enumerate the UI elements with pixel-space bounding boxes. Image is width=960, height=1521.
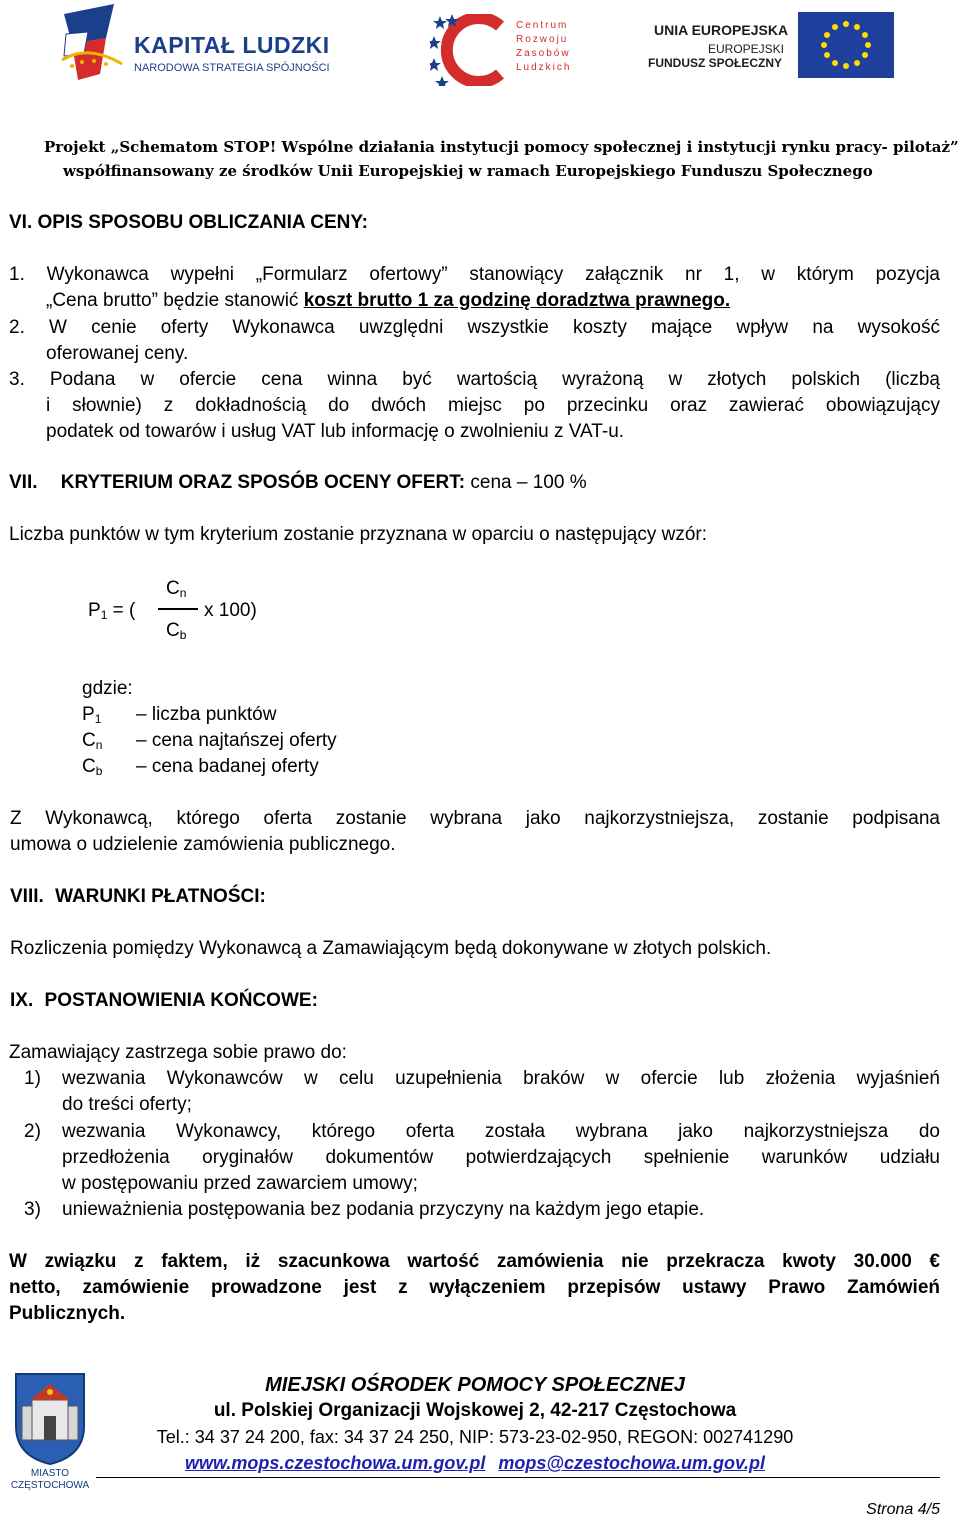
sec6-item1-line2-bold: koszt brutto 1 za godzinę doradztwa prawnego. xyxy=(303,290,731,311)
sec6-item3-line2: i słownie) z dokładnością do dwóch miejsc po przecinku oraz zawierać obowiązujący xyxy=(46,395,940,416)
sec9-heading-row xyxy=(10,988,318,1014)
sec8-number: VIII. xyxy=(10,886,44,907)
eu-title: UNIA EUROPEJSKA xyxy=(654,22,789,38)
sec6-item2-line1: 2. W cenie oferty Wykonawca uwzględni wszystkie koszty mające wpływ na wysokość xyxy=(9,317,940,338)
formula-lhs xyxy=(88,600,135,622)
footer-contact: Tel.: 34 37 24 200, fax: 34 37 24 250, NIP: 573-23-02-950, REGON: 002741290 xyxy=(156,1427,794,1447)
crzl-emblem-icon xyxy=(430,14,510,86)
city-crest-label-1: MIASTO xyxy=(30,1468,70,1479)
footer-org: MIEJSKI OŚRODEK POMOCY SPOŁECZNEJ xyxy=(265,1374,685,1396)
website-link[interactable]: www.mops.czestochowa.um.gov.pl xyxy=(184,1453,486,1473)
legend-var-3 xyxy=(82,754,102,784)
formula-where: gdzie: xyxy=(82,678,133,699)
city-crest xyxy=(8,1370,92,1494)
sec9-item-1-line-2: do treści oferty; xyxy=(62,1094,192,1115)
sec9-number: IX. xyxy=(10,990,34,1011)
sec9-item-2-num: 2) xyxy=(24,1121,41,1142)
legend-row-3 xyxy=(82,754,482,780)
sec9-item-2-line-2: przedłożenia oryginałów dokumentów potwierdzających spełnienie warunków udziału xyxy=(62,1147,940,1168)
sec6-item2-line2: oferowanej ceny. xyxy=(46,343,189,364)
kapital-ludzki-emblem-icon xyxy=(58,4,128,90)
kapital-ludzki-subtitle: NARODOWA STRATEGIA SPÓJNOŚCI xyxy=(134,62,330,74)
sec7-heading-row xyxy=(9,470,587,496)
sec8-heading: WARUNKI PŁATNOŚCI: xyxy=(55,886,266,907)
legend-row-1 xyxy=(82,702,482,728)
legend-var-2-main: C xyxy=(82,730,96,751)
sec9-item-1-num: 1) xyxy=(24,1068,41,1089)
contract-line-1: Z Wykonawcą, którego oferta zostanie wybrana jako najkorzystniejsza, zostanie podpisana xyxy=(10,808,940,829)
crzl-line-1: Centrum xyxy=(516,20,569,31)
eu-fund-line-1: EUROPEJSKI xyxy=(708,42,785,56)
eu-fund-line-2: FUNDUSZ SPOŁECZNY xyxy=(648,56,783,70)
formula xyxy=(88,578,388,648)
formula-numerator xyxy=(166,578,186,600)
sec6-heading: VI. OPIS SPOSOBU OBLICZANIA CENY: xyxy=(9,212,368,233)
sec7-intro: Liczba punktów w tym kryterium zostanie przyznana w oparciu o następujący wzór: xyxy=(9,524,708,545)
sec9-item-1-line-1: wezwania Wykonawców w celu uzupełnienia braków w ofercie lub złożenia wyjaśnień xyxy=(62,1068,940,1089)
email-link[interactable]: mops@czestochowa.um.gov.pl xyxy=(498,1453,765,1473)
legend-var-2-sub: n xyxy=(95,738,103,752)
eu-logo xyxy=(648,12,894,80)
sec9-item-2-line-3: w postępowaniu przed zawarciem umowy; xyxy=(62,1173,418,1194)
formula-den-var: C xyxy=(166,620,180,641)
legend-desc-2: – cena najtańszej oferty xyxy=(136,730,337,751)
sec6-item1-line2-text: „Cena brutto” będzie stanowić xyxy=(46,290,304,311)
legend-var-1-sub: 1 xyxy=(94,712,102,726)
crzl-line-4: Ludzkich xyxy=(516,62,572,73)
legend-desc-3: – cena badanej oferty xyxy=(136,756,319,777)
legend-var-3-main: C xyxy=(82,756,96,777)
contract-line-2: umowa o udzielenie zamówienia publicznego. xyxy=(10,834,396,855)
formula-lhs-eq: = ( xyxy=(107,600,136,621)
eu-flag-icon xyxy=(798,12,894,78)
formula-lhs-sub: 1 xyxy=(100,608,108,622)
footer-address: ul. Polskiej Organizacji Wojskowej 2, 42-217 Częstochowa xyxy=(213,1400,737,1421)
legend-var-3-sub: b xyxy=(95,764,103,778)
sec6-item1-line1: 1. Wykonawca wypełni „Formularz ofertowy” stanowiący załącznik nr 1, w którym pozycja xyxy=(9,264,940,285)
formula-num-var: C xyxy=(166,578,180,599)
sec6-item3-line3: podatek od towarów i usług VAT lub informację o zwolnieniu z VAT-u. xyxy=(46,421,625,442)
formula-tail: x 100) xyxy=(204,600,257,621)
page-number: Strona 4/5 xyxy=(866,1501,940,1518)
kapital-ludzki-logo xyxy=(58,4,358,90)
sec7-number: VII. xyxy=(9,472,38,493)
crzl-logo xyxy=(430,14,580,86)
footer-links xyxy=(110,1450,840,1476)
closing-line-3: Publicznych. xyxy=(9,1303,126,1324)
legend-row-2 xyxy=(82,728,482,754)
project-line-1: Projekt „Schematom STOP! Wspólne działania instytucji pomocy społecznej i instytucji rynku pracy- pilotaż” xyxy=(44,138,959,156)
legend-var-1-main: P xyxy=(82,704,95,725)
city-crest-label-2: CZĘSTOCHOWA xyxy=(10,1480,90,1491)
closing-line-2: netto, zamówienie prowadzone jest z wyłączeniem przepisów ustawy Prawo Zamówień xyxy=(9,1277,940,1298)
sec8-text: Rozliczenia pomiędzy Wykonawcą a Zamawiającym będą dokonywane w złotych polskich. xyxy=(10,938,772,959)
crzl-line-2: Rozwoju xyxy=(516,34,569,45)
sec8-heading-row xyxy=(10,884,266,910)
crzl-line-3: Zasobów xyxy=(516,48,571,59)
sec9-item-2-line-1: wezwania Wykonawcy, którego oferta została wybrana jako najkorzystniejsza do xyxy=(62,1121,940,1142)
sec9-intro: Zamawiający zastrzega sobie prawo do: xyxy=(9,1042,347,1063)
sec6-item1-line2 xyxy=(46,288,940,314)
fraction-bar xyxy=(158,608,198,610)
formula-lhs-var: P xyxy=(88,600,101,621)
formula-denominator xyxy=(166,620,186,642)
kapital-ludzki-title: KAPITAŁ LUDZKI xyxy=(134,32,330,58)
footer-rule xyxy=(96,1477,940,1478)
city-crest-icon xyxy=(8,1370,92,1466)
sec6-item3-line1: 3. Podana w ofercie cena winna być wartością wyrażoną w złotych polskich (liczbą xyxy=(9,369,940,390)
sec9-item-3-num: 3) xyxy=(24,1199,41,1220)
closing-line-1: W związku z faktem, iż szacunkowa wartość zamówienia nie przekracza kwoty 30.000 € xyxy=(9,1251,940,1272)
project-line-2: współfinansowany ze środków Unii Europejskiej w ramach Europejskiego Funduszu Społecznego xyxy=(63,162,873,180)
sec9-heading: POSTANOWIENIA KOŃCOWE: xyxy=(44,990,318,1011)
formula-den-sub: b xyxy=(179,628,187,642)
legend-desc-1: – liczba punktów xyxy=(136,704,277,725)
sec7-heading: KRYTERIUM ORAZ SPOSÓB OCENY OFERT: xyxy=(60,472,466,493)
sec9-item-3-line-1: unieważnienia postępowania bez podania przyczyny na każdym jego etapie. xyxy=(62,1199,705,1220)
sec7-heading-tail: cena – 100 % xyxy=(465,472,587,493)
formula-num-sub: n xyxy=(179,586,187,600)
